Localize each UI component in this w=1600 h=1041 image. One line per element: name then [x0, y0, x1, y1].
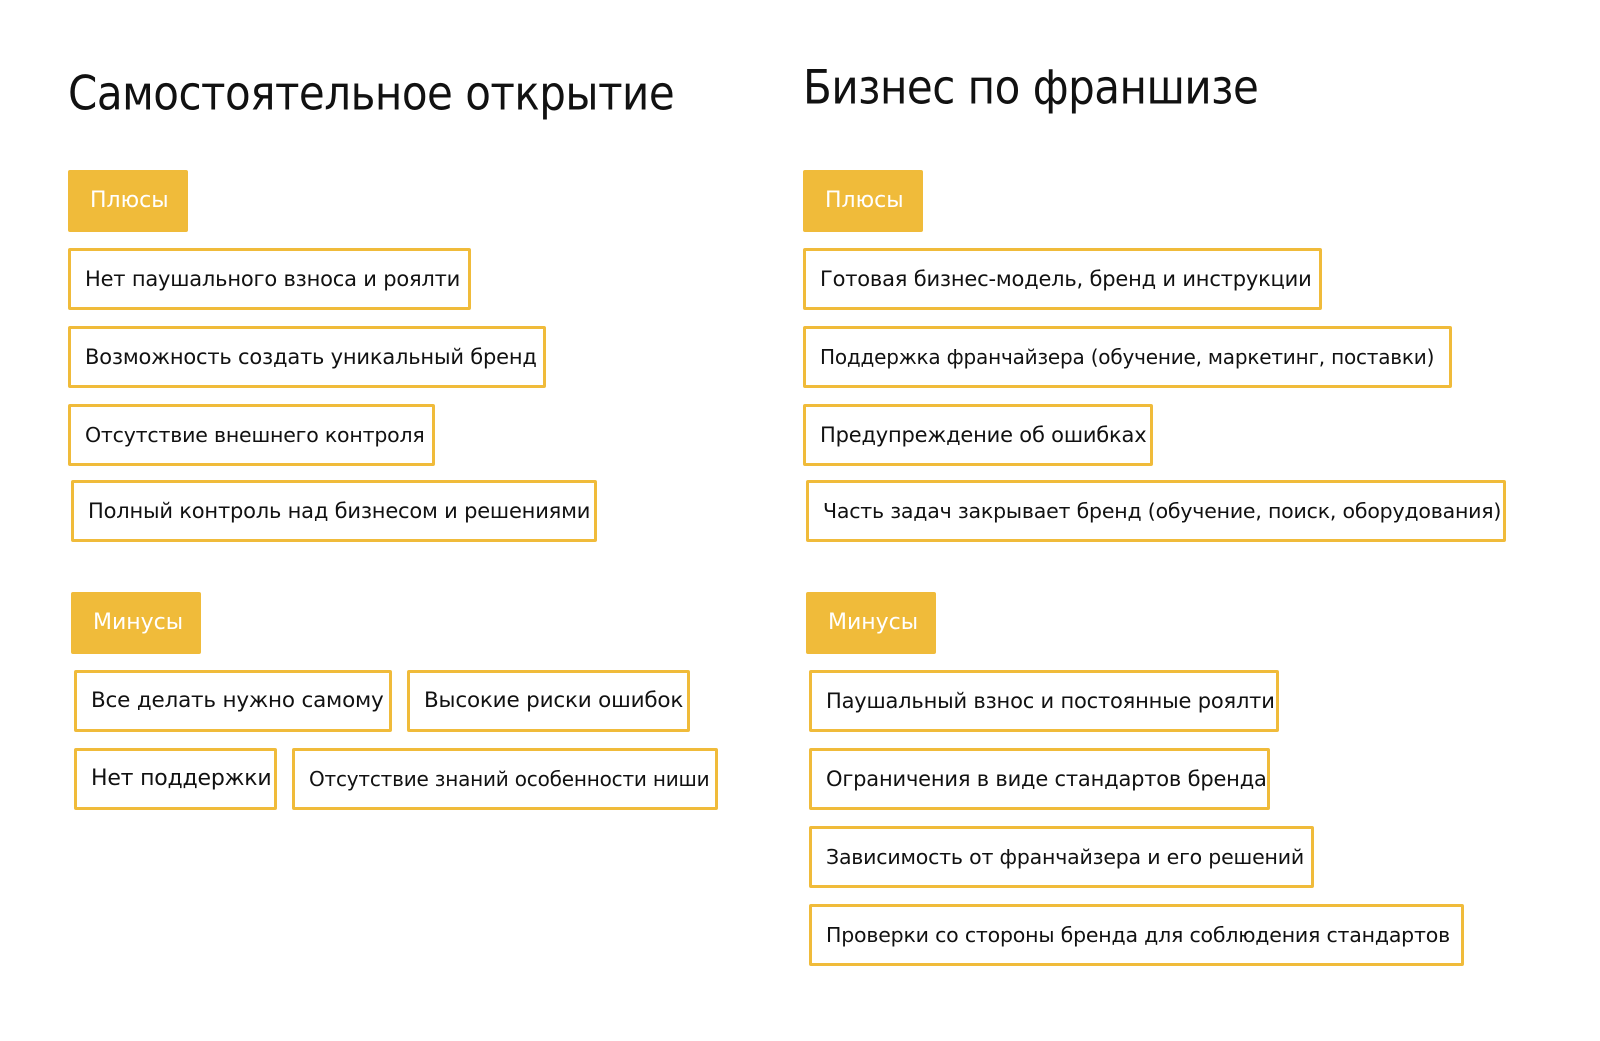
right-con-item: Зависимость от франчайзера и его решений [809, 826, 1314, 888]
right-cons-badge: Минусы [806, 592, 936, 654]
right-title: Бизнес по франшизе [803, 60, 1259, 115]
left-pro-item: Нет паушального взноса и роялти [68, 248, 471, 310]
left-title: Самостоятельное открытие [68, 66, 675, 121]
right-con-item: Паушальный взнос и постоянные роялти [809, 670, 1279, 732]
left-con-item: Отсутствие знаний особенности ниши [292, 748, 718, 810]
left-con-item: Все делать нужно самому [74, 670, 392, 732]
left-pro-item: Возможность создать уникальный бренд [68, 326, 546, 388]
right-pro-item: Готовая бизнес-модель, бренд и инструкции [803, 248, 1322, 310]
right-pro-item: Поддержка франчайзера (обучение, маркетинг, поставки) [803, 326, 1452, 388]
left-con-item: Нет поддержки [74, 748, 277, 810]
left-cons-badge: Минусы [71, 592, 201, 654]
right-pro-item: Часть задач закрывает бренд (обучение, поиск, оборудования) [806, 480, 1506, 542]
left-pro-item: Полный контроль над бизнесом и решениями [71, 480, 597, 542]
left-con-item: Высокие риски ошибок [407, 670, 690, 732]
left-pros-badge: Плюсы [68, 170, 188, 232]
right-pro-item: Предупреждение об ошибках [803, 404, 1153, 466]
right-con-item: Ограничения в виде стандартов бренда [809, 748, 1270, 810]
right-con-item: Проверки со стороны бренда для соблюдения стандартов [809, 904, 1464, 966]
left-pro-item: Отсутствие внешнего контроля [68, 404, 435, 466]
right-pros-badge: Плюсы [803, 170, 923, 232]
